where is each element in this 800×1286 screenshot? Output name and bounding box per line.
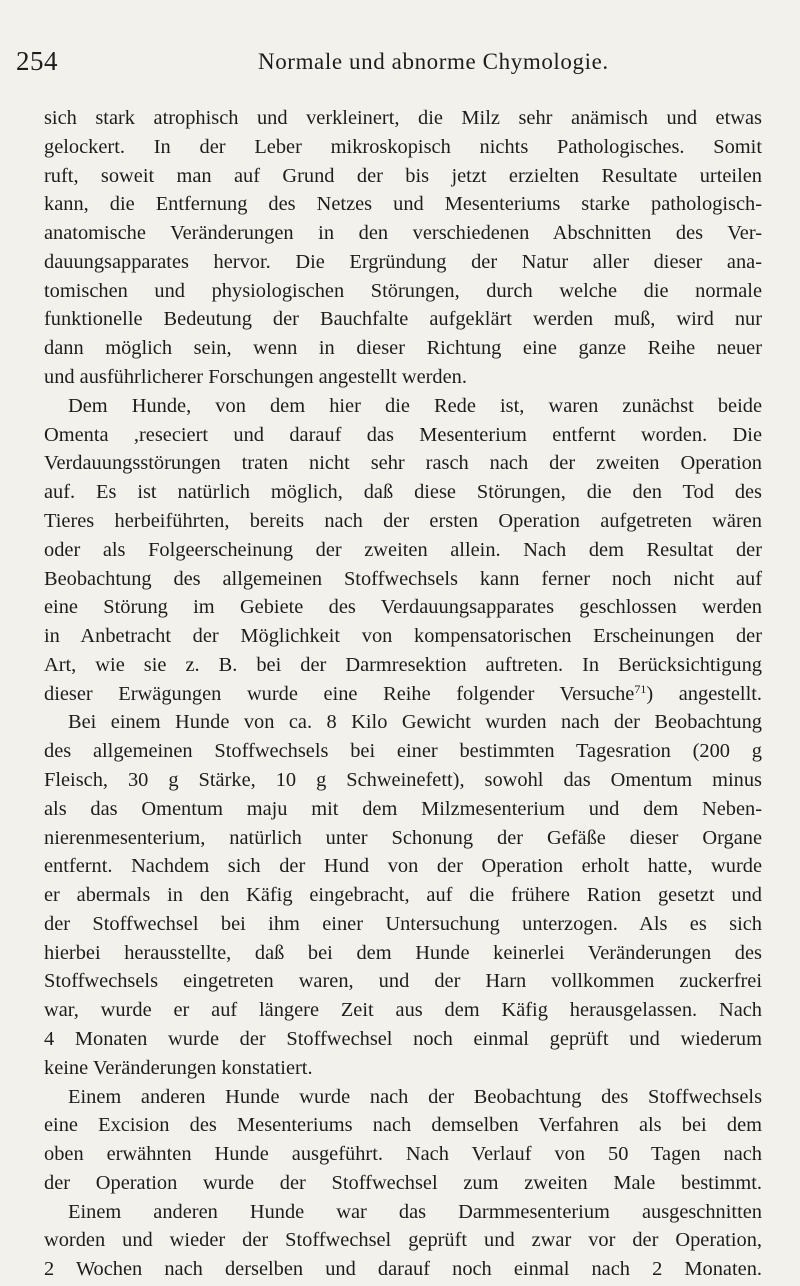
text-line: der Operation wurde der Stoffwechsel zum zweiten Male bestimmt. [44,1171,762,1194]
paragraph-4 [44,1083,762,1198]
text-line: Art, wie sie z. B. bei der Darmresektion auftreten. In Berücksichtigung [44,653,762,676]
text-line: Tieres herbeiführten, bereits nach der ersten Operation aufgetreten wären [44,509,762,532]
running-title: Normale und abnorme Chymologie. [258,49,609,74]
paragraph-3 [44,708,762,1082]
paragraph-1 [44,104,762,392]
text-line: nierenmesenterium, natürlich unter Schonung der Gefäße dieser Organe [44,826,762,849]
text-line: auf. Es ist natürlich möglich, daß diese Störungen, die den Tod des [44,481,762,504]
text-line: Omenta ,reseciert und darauf das Mesenterium entfernt worden. Die [44,423,762,446]
text-line: Einem anderen Hunde wurde nach der Beobachtung des Stoffwechsels [68,1085,762,1108]
text-line: der Stoffwechsel bei ihm einer Untersuchung unterzogen. Als es sich [44,912,762,935]
text-line: eine Excision des Mesenteriums nach demselben Verfahren als bei dem [44,1114,762,1137]
text-line: Einem anderen Hunde war das Darmmesenterium ausgeschnitten [68,1200,762,1223]
text-line: er abermals in den Käfig eingebracht, auf die frühere Ration gesetzt und [44,884,762,907]
footnote-reference[interactable]: 71 [634,681,647,696]
text-line: Bei einem Hunde von ca. 8 Kilo Gewicht wurden nach der Beobachtung [68,711,762,734]
paragraph-2 [44,392,762,709]
text-line: Dem Hunde, von dem hier die Rede ist, waren zunächst beide [68,394,762,417]
body-text [44,104,762,1284]
text-line: dauungsapparates hervor. Die Ergründung der Natur aller dieser ana- [44,250,762,273]
page-number: 254 [16,46,58,76]
text-line: hierbei herausstellte, daß bei dem Hunde keinerlei Veränderungen des [44,941,762,964]
text-line: kann, die Entfernung des Netzes und Mesenteriums starke pathologisch- [44,193,762,216]
text-line: eine Störung im Gebiete des Verdauungsapparates geschlossen werden [44,596,762,619]
text-line: Verdauungsstörungen traten nicht sehr rasch nach der zweiten Operation [44,452,762,475]
text-segment: dieser Erwägungen wurde eine Reihe folgender Versuche [44,682,635,705]
text-line: keine Veränderungen konstatiert. [44,1056,313,1079]
text-line: gelockert. In der Leber mikroskopisch nichts Pathologisches. Somit [44,135,762,158]
text-line-with-footnote [44,680,762,709]
text-line: oder als Folgeerscheinung der zweiten allein. Nach dem Resultat der [44,538,762,561]
text-line: als das Omentum maju mit dem Milzmesenterium und dem Neben- [44,797,762,820]
text-line: Fleisch, 30 g Stärke, 10 g Schweinefett), sowohl das Omentum minus [44,768,762,791]
paragraph-5 [44,1198,762,1284]
text-line: in Anbetracht der Möglichkeit von kompensatorischen Erscheinungen der [44,625,762,648]
text-line: und ausführlicherer Forschungen angestellt werden. [44,366,467,389]
text-line: anatomische Veränderungen in den verschiedenen Abschnitten des Ver- [44,222,762,245]
text-line: sich stark atrophisch und verkleinert, die Milz sehr anämisch und etwas [44,107,762,129]
text-line: tomischen und physiologischen Störungen, durch welche die normale [44,279,762,302]
text-line: des allgemeinen Stoffwechsels bei einer bestimmten Tagesration (200 g [44,740,762,763]
text-line: worden und wieder der Stoffwechsel geprüft und zwar vor der Operation, [44,1229,762,1252]
text-line: ruft, soweit man auf Grund der bis jetzt erzielten Resultate urteilen [44,164,762,187]
text-line: Beobachtung des allgemeinen Stoffwechsels kann ferner noch nicht auf [44,567,762,590]
text-line: 4 Monaten wurde der Stoffwechsel noch einmal geprüft und wiederum [44,1028,762,1050]
text-line: oben erwähnten Hunde ausgeführt. Nach Verlauf von 50 Tagen nach [44,1143,762,1166]
text-line: dann möglich sein, wenn in dieser Richtung eine ganze Reihe neuer [44,337,762,360]
text-line: entfernt. Nachdem sich der Hund von der Operation erholt hatte, wurde [44,855,762,878]
running-head [0,46,800,86]
text-line: Stoffwechsels eingetreten waren, und der Harn vollkommen zuckerfrei [44,970,762,993]
text-line: funktionelle Bedeutung der Bauchfalte aufgeklärt werden muß, wird nur [44,308,762,331]
text-segment: ) angestellt. [646,682,762,705]
text-line: 2 Wochen nach derselben und darauf noch einmal nach 2 Monaten. [44,1258,762,1281]
text-line: war, wurde er auf längere Zeit aus dem Käfig herausgelassen. Nach [44,999,762,1022]
